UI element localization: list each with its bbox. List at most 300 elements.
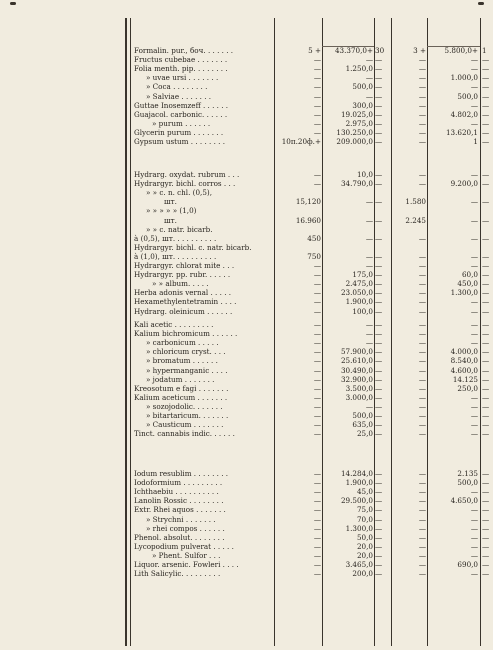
value-c6: —	[482, 279, 490, 289]
table-row	[0, 524, 493, 533]
value-c1: —	[313, 383, 321, 393]
value-c2: 3.000,0	[345, 392, 373, 402]
value-c2: 50,0	[356, 532, 373, 542]
value-c3: —	[375, 233, 383, 243]
value-c4: —	[418, 392, 426, 402]
value-c6: —	[482, 127, 490, 137]
value-c5: 250,0	[457, 383, 478, 393]
value-c4: —	[418, 127, 426, 137]
value-c4: —	[418, 320, 426, 329]
value-c3: —	[375, 478, 383, 488]
value-c1: —	[313, 514, 321, 524]
value-c4	[393, 188, 426, 197]
value-c4: —	[418, 496, 426, 506]
table-row	[0, 188, 493, 197]
value-c2: 100,0	[352, 306, 373, 316]
value-c1: —	[313, 347, 321, 357]
table-row	[0, 225, 493, 234]
value-c5: 1	[473, 137, 478, 146]
table-row	[0, 496, 493, 505]
value-c3: —	[375, 496, 383, 506]
value-c4: —	[418, 532, 426, 542]
value-c4: —	[418, 523, 426, 533]
binding-mark-left	[10, 2, 16, 5]
value-c1: —	[313, 569, 321, 579]
value-c4: —	[418, 179, 426, 189]
value-c1: —	[313, 100, 321, 110]
value-c1: 15,120	[295, 197, 321, 207]
value-c2: 45,0	[356, 487, 373, 497]
item-name: Kali acetic . . . . . . . . .	[134, 320, 214, 329]
value-c4: —	[418, 306, 426, 316]
value-c5	[428, 243, 478, 252]
value-c1: —	[313, 374, 321, 384]
value-c6: —	[482, 429, 490, 439]
value-c4	[393, 225, 426, 234]
item-name: Hydrargyr. chlorat mite . . .	[134, 261, 235, 270]
value-c6: —	[482, 197, 490, 207]
value-c3: —	[375, 420, 383, 430]
value-c6: —	[482, 261, 490, 270]
table-row	[0, 329, 493, 338]
table-row	[0, 366, 493, 375]
table-row	[0, 375, 493, 384]
value-c2: —	[365, 251, 373, 261]
value-c1: —	[313, 523, 321, 533]
value-c3	[375, 225, 390, 234]
value-c5: —	[470, 100, 478, 110]
value-c6: —	[482, 329, 490, 339]
value-c3: —	[375, 261, 383, 270]
table-row	[0, 411, 493, 420]
table-row	[0, 55, 493, 64]
value-c4: —	[418, 251, 426, 261]
table-row	[0, 320, 493, 329]
item-name: » » album. . . . .	[152, 279, 209, 289]
value-c5: 14.125	[452, 374, 478, 384]
value-c6: —	[482, 383, 490, 393]
value-c5: 13.620,1	[445, 127, 478, 137]
value-c4: —	[418, 514, 426, 524]
value-c2: 635,0	[352, 420, 373, 430]
value-c1: —	[313, 82, 321, 92]
item-name: шт.	[164, 197, 177, 207]
value-c3: —	[375, 469, 383, 478]
value-c4: —	[418, 356, 426, 366]
value-c3: —	[375, 401, 383, 411]
value-c4: —	[418, 550, 426, 560]
value-c5: —	[470, 401, 478, 411]
table-row	[0, 338, 493, 347]
value-c2: 3.465,0	[345, 560, 373, 569]
value-c3: —	[375, 550, 383, 560]
value-c2	[323, 188, 373, 197]
value-c5: 5.800,0+	[444, 46, 478, 55]
value-c3: —	[375, 179, 383, 189]
value-c1: —	[313, 401, 321, 411]
value-c1: —	[313, 288, 321, 298]
value-c1: —	[313, 487, 321, 497]
value-c4: —	[418, 420, 426, 430]
value-c1: —	[313, 109, 321, 119]
value-c6: —	[482, 179, 490, 189]
value-c6: —	[482, 233, 490, 243]
value-c5: 690,0	[457, 560, 478, 569]
value-c6: —	[482, 401, 490, 411]
table-row	[0, 110, 493, 119]
value-c1	[275, 206, 321, 215]
value-c2: —	[365, 73, 373, 83]
value-c5: —	[470, 118, 478, 128]
value-c6	[482, 225, 492, 234]
value-c2	[323, 225, 373, 234]
value-c2: 14.284,0	[340, 469, 373, 478]
value-c1: 16.960	[295, 215, 321, 225]
value-c4: —	[418, 569, 426, 579]
table-row	[0, 384, 493, 393]
value-c2: —	[365, 197, 373, 207]
item-name: Fructus cubebae . . . . . . .	[134, 55, 228, 65]
value-c5	[428, 225, 478, 234]
item-name: Ichthaebiu . . . . . . . . . .	[134, 487, 219, 497]
value-c1: 5 +	[308, 46, 321, 55]
value-c4: —	[418, 329, 426, 339]
value-c3: —	[375, 374, 383, 384]
value-c3: —	[375, 288, 383, 298]
value-c2: 300,0	[352, 100, 373, 110]
value-c5: —	[470, 197, 478, 207]
value-c3: —	[375, 279, 383, 289]
item-name: » bitartaricum. . . . . . .	[146, 411, 229, 420]
value-c2: 1.900,0	[345, 478, 373, 488]
table-row	[0, 420, 493, 429]
value-c2: 2.975,0	[345, 118, 373, 128]
value-c4: —	[418, 82, 426, 92]
value-c6: —	[482, 109, 490, 119]
item-name: Folia menth. pip. . . . . . . .	[134, 64, 228, 74]
value-c2: 10,0	[356, 170, 373, 179]
value-c1: —	[313, 392, 321, 402]
value-c2: 75,0	[356, 505, 373, 515]
value-c1: —	[313, 306, 321, 316]
table-row	[0, 261, 493, 270]
item-name: » Causticum . . . . . . .	[146, 420, 224, 430]
table-row	[0, 487, 493, 496]
value-c5: —	[470, 411, 478, 420]
value-c1	[275, 225, 321, 234]
value-c6: —	[482, 523, 490, 533]
value-c6: —	[482, 356, 490, 366]
value-c6: —	[482, 532, 490, 542]
item-name: Kreosotum e fagi . . . . . . .	[134, 383, 229, 393]
value-c2: 29.500,0	[340, 496, 373, 506]
table-row	[0, 560, 493, 569]
table-row	[0, 469, 493, 478]
value-c5: —	[470, 569, 478, 579]
value-c3: —	[375, 215, 383, 225]
value-c2: 25,0	[356, 429, 373, 439]
value-c1: —	[313, 270, 321, 280]
value-c3: —	[375, 365, 383, 375]
item-name: » » c. natr. bicarb.	[146, 224, 213, 234]
value-c3	[375, 206, 390, 215]
value-c1: —	[313, 505, 321, 515]
item-name: Lanolin Rossic . . . . . . . .	[134, 496, 224, 506]
value-c6: —	[482, 270, 490, 280]
value-c6: —	[482, 118, 490, 128]
value-c2: 70,0	[356, 514, 373, 524]
value-c4: —	[418, 383, 426, 393]
value-c6	[482, 206, 492, 215]
value-c3: —	[375, 197, 383, 207]
value-c2: 57.900,0	[340, 347, 373, 357]
value-c5: 500,0	[457, 478, 478, 488]
item-name: » hypermanganic . . . .	[146, 365, 228, 375]
value-c1: —	[313, 91, 321, 101]
item-name: Phenol. absolut. . . . . . . .	[134, 532, 225, 542]
value-c3: —	[375, 329, 383, 339]
item-name: Kalium aceticum . . . . . . .	[134, 392, 228, 402]
value-c2: 1.250,0	[345, 64, 373, 74]
value-c2: —	[365, 55, 373, 65]
value-c1: —	[313, 338, 321, 348]
item-name: » Strychni . . . . . . .	[146, 514, 216, 524]
value-c3	[375, 188, 390, 197]
value-c4: 2.245	[405, 215, 426, 225]
item-name: Extr. Rhei aquos . . . . . . .	[134, 505, 226, 515]
value-c1: —	[313, 560, 321, 569]
value-c3: —	[375, 320, 383, 329]
value-c3: —	[375, 306, 383, 316]
item-name: Hydrarg. oxydat. rubrum . . .	[134, 170, 240, 179]
item-name: à (1,0), шт. . . . . . . . . .	[134, 251, 217, 261]
value-c5: —	[470, 261, 478, 270]
value-c5: —	[470, 487, 478, 497]
value-c1: —	[313, 478, 321, 488]
value-c3: —	[375, 541, 383, 551]
value-c3: —	[375, 251, 383, 261]
value-c6: —	[482, 320, 490, 329]
value-c6: —	[482, 569, 490, 579]
item-name: » purum . . . . . .	[152, 118, 211, 128]
value-c1: —	[313, 55, 321, 65]
table-row	[0, 216, 493, 225]
value-c2: 500,0	[352, 411, 373, 420]
value-c4: —	[418, 487, 426, 497]
value-c2: 23.050,0	[340, 288, 373, 298]
value-c2: 19.025,0	[340, 109, 373, 119]
value-c4: —	[418, 288, 426, 298]
value-c2	[323, 243, 373, 252]
table-row	[0, 73, 493, 82]
value-c6: —	[482, 365, 490, 375]
item-name: Hydrarg. oleinicum . . . . . .	[134, 306, 233, 316]
value-c6: —	[482, 55, 490, 65]
value-c2: 25.610,0	[340, 356, 373, 366]
value-c6: —	[482, 215, 490, 225]
table-row	[0, 252, 493, 261]
value-c4: —	[418, 401, 426, 411]
value-c6: —	[482, 420, 490, 430]
table-row	[0, 64, 493, 73]
value-c6: —	[482, 541, 490, 551]
value-c2: —	[365, 91, 373, 101]
value-c6: —	[482, 496, 490, 506]
value-c4: —	[418, 429, 426, 439]
item-name: Lith Salicylic. . . . . . . . .	[134, 569, 221, 579]
item-name: Iodoformium . . . . . . . . .	[134, 478, 223, 488]
value-c5: —	[470, 505, 478, 515]
value-c2: 20,0	[356, 541, 373, 551]
table-row	[0, 101, 493, 110]
value-c4: —	[418, 297, 426, 307]
item-name: Tinct. cannabis indic. . . . . .	[134, 429, 235, 439]
value-c5: 9.200,0	[450, 179, 478, 189]
value-c3: —	[375, 383, 383, 393]
item-name: » » c. n. chl. (0,5),	[146, 188, 213, 198]
table-row	[0, 243, 493, 252]
table-row	[0, 170, 493, 179]
item-name: » rhei compos . . . . . .	[146, 523, 225, 533]
value-c3: —	[375, 127, 383, 137]
table-row	[0, 542, 493, 551]
value-c2: 1.300,0	[345, 523, 373, 533]
value-c4: —	[418, 541, 426, 551]
value-c2: —	[365, 233, 373, 243]
table-row	[0, 551, 493, 560]
value-c6: —	[482, 170, 490, 179]
binding-mark-right	[478, 2, 484, 5]
value-c3: —	[375, 91, 383, 101]
value-c1: —	[313, 118, 321, 128]
value-c3: 30	[375, 46, 385, 55]
value-c5: —	[470, 392, 478, 402]
value-c4: —	[418, 55, 426, 65]
value-c2: 2.475,0	[345, 279, 373, 289]
value-c4: —	[418, 270, 426, 280]
value-c1: —	[313, 170, 321, 179]
value-c5: —	[470, 338, 478, 348]
value-c5: —	[470, 514, 478, 524]
item-name: Liquor. arsenic. Fowleri . . . .	[134, 560, 239, 569]
value-c1: —	[313, 496, 321, 506]
value-c5: 4.600,0	[450, 365, 478, 375]
value-c1: —	[313, 320, 321, 329]
value-c2: 32.900,0	[340, 374, 373, 384]
table-row	[0, 505, 493, 514]
value-c5: —	[470, 550, 478, 560]
value-c1: —	[313, 356, 321, 366]
value-c5: —	[470, 532, 478, 542]
value-c5: 4.802,0	[450, 109, 478, 119]
value-c3: —	[375, 270, 383, 280]
table-row	[0, 279, 493, 288]
value-c3: —	[375, 560, 383, 569]
value-c5: —	[470, 297, 478, 307]
value-c3: —	[375, 109, 383, 119]
value-c5: —	[470, 523, 478, 533]
value-c5: 1.000,0	[450, 73, 478, 83]
value-c4: —	[418, 469, 426, 478]
value-c1: —	[313, 279, 321, 289]
table-row	[0, 515, 493, 524]
value-c6: —	[482, 82, 490, 92]
item-name: » Phent. Sulfor . . .	[152, 550, 221, 560]
value-c1: —	[313, 469, 321, 478]
value-c3: —	[375, 55, 383, 65]
value-c1: —	[313, 532, 321, 542]
value-c5: —	[470, 429, 478, 439]
value-c4: —	[418, 118, 426, 128]
value-c6	[482, 188, 492, 197]
value-c6	[482, 243, 492, 252]
table-row	[0, 206, 493, 215]
value-c1: 450	[307, 233, 321, 243]
value-c6: —	[482, 411, 490, 420]
value-c4: —	[418, 365, 426, 375]
table-row	[0, 137, 493, 146]
value-c2: 20,0	[356, 550, 373, 560]
value-c4: —	[418, 411, 426, 420]
value-c4: —	[418, 279, 426, 289]
value-c1: —	[313, 550, 321, 560]
value-c2: 209.000,0	[336, 137, 373, 146]
value-c2: —	[365, 401, 373, 411]
value-c3: —	[375, 64, 383, 74]
value-c3: —	[375, 347, 383, 357]
value-c6: —	[482, 469, 490, 478]
value-c6: —	[482, 374, 490, 384]
value-c4: —	[418, 505, 426, 515]
value-c6: —	[482, 288, 490, 298]
value-c4	[393, 243, 426, 252]
value-c4: —	[418, 137, 426, 146]
table-row	[0, 356, 493, 365]
value-c6: —	[482, 137, 490, 146]
value-c1: —	[313, 179, 321, 189]
value-c3: —	[375, 514, 383, 524]
value-c4: —	[418, 91, 426, 101]
value-c6: —	[482, 91, 490, 101]
value-c2: 175,0	[352, 270, 373, 280]
value-c3: —	[375, 297, 383, 307]
value-c3: —	[375, 338, 383, 348]
value-c1	[275, 243, 321, 252]
value-c2: 34.790,0	[340, 179, 373, 189]
value-c3: —	[375, 429, 383, 439]
value-c4: 3 +	[413, 46, 426, 55]
value-c5: —	[470, 320, 478, 329]
value-c3: —	[375, 73, 383, 83]
item-name: » chloricum cryst. . . .	[146, 347, 226, 357]
value-c4	[393, 206, 426, 215]
value-c3: —	[375, 411, 383, 420]
value-c5: —	[470, 306, 478, 316]
value-c5: —	[470, 64, 478, 74]
value-c2: —	[365, 320, 373, 329]
value-c4: —	[418, 233, 426, 243]
item-name: Gypsum ustum . . . . . . . .	[134, 137, 226, 146]
value-c4: —	[418, 109, 426, 119]
value-c2: 500,0	[352, 82, 373, 92]
value-c2: —	[365, 338, 373, 348]
value-c4: —	[418, 374, 426, 384]
value-c1: —	[313, 329, 321, 339]
item-name: à (0,5), шт. . . . . . . . . .	[134, 233, 217, 243]
value-c1: 750	[307, 251, 321, 261]
value-c4: —	[418, 560, 426, 569]
value-c6: —	[482, 514, 490, 524]
